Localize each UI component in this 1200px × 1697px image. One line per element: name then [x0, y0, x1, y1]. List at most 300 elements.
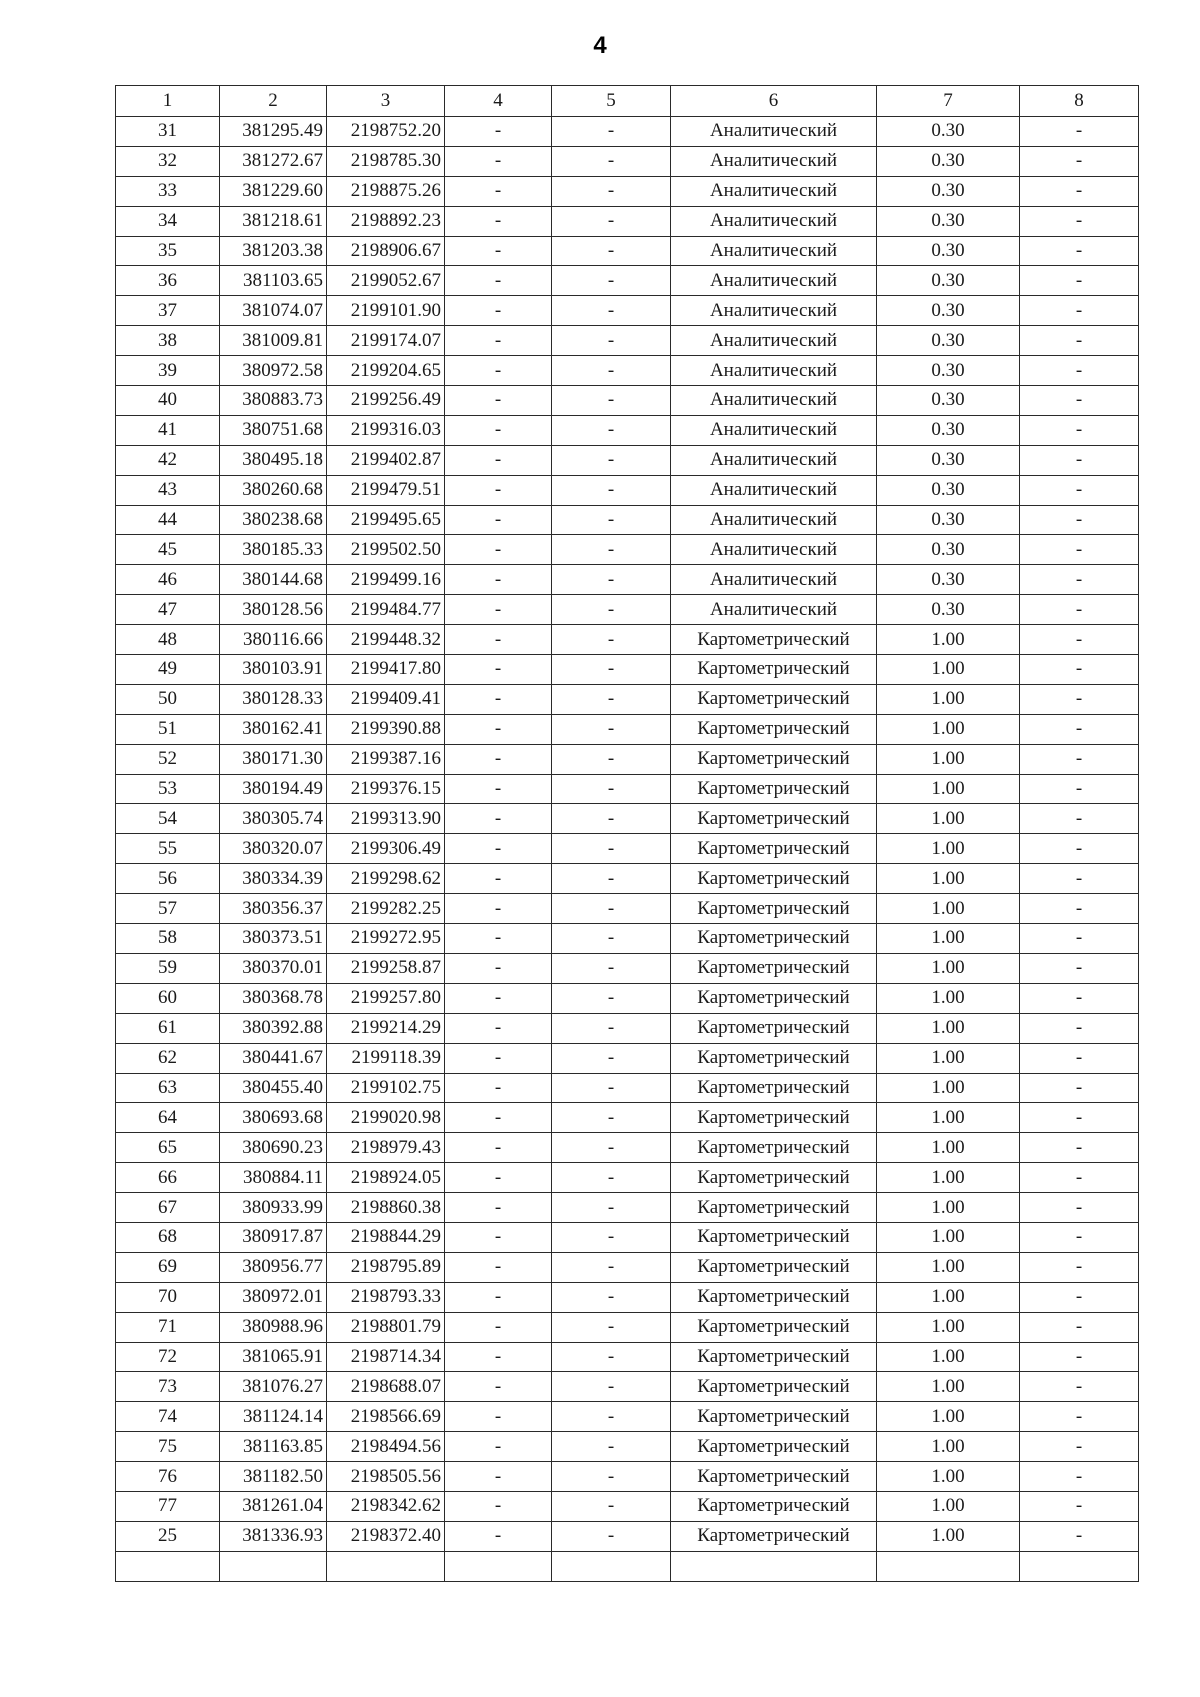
method-cell: Аналитический	[671, 176, 877, 206]
y-coordinate-cell: 2198844.29	[327, 1222, 445, 1252]
x-coordinate-cell: 381182.50	[220, 1462, 327, 1492]
method-cell: Картометрический	[671, 655, 877, 685]
table-row	[116, 714, 1139, 744]
point-number-cell: 76	[116, 1462, 220, 1492]
y-coordinate-cell: 2198494.56	[327, 1432, 445, 1462]
y-coordinate-cell: 2199448.32	[327, 625, 445, 655]
table-row	[116, 475, 1139, 505]
table-row	[116, 983, 1139, 1013]
x-coordinate-cell: 381203.38	[220, 236, 327, 266]
header-cell: 5	[552, 86, 671, 117]
y-coordinate-cell	[327, 1551, 445, 1581]
point-number-cell: 58	[116, 924, 220, 954]
accuracy-cell: 0.30	[877, 146, 1020, 176]
point-number-cell: 44	[116, 505, 220, 535]
y-coordinate-cell: 2198505.56	[327, 1462, 445, 1492]
x-coordinate-cell: 380370.01	[220, 953, 327, 983]
header-cell: 7	[877, 86, 1020, 117]
method-cell: Картометрический	[671, 1432, 877, 1462]
x-coordinate-cell: 381229.60	[220, 176, 327, 206]
column-8-cell: -	[1020, 236, 1139, 266]
column-5-cell: -	[552, 894, 671, 924]
header-cell: 4	[445, 86, 552, 117]
method-cell: Картометрический	[671, 1312, 877, 1342]
column-5-cell: -	[552, 415, 671, 445]
column-5-cell: -	[552, 804, 671, 834]
column-8-cell: -	[1020, 684, 1139, 714]
point-number-cell: 25	[116, 1521, 220, 1551]
accuracy-cell: 1.00	[877, 1103, 1020, 1133]
accuracy-cell: 0.30	[877, 415, 1020, 445]
y-coordinate-cell: 2199376.15	[327, 774, 445, 804]
column-8-cell: -	[1020, 1521, 1139, 1551]
y-coordinate-cell: 2199118.39	[327, 1043, 445, 1073]
column-5-cell: -	[552, 505, 671, 535]
accuracy-cell: 1.00	[877, 804, 1020, 834]
column-5-cell: -	[552, 1342, 671, 1372]
column-4-cell: -	[445, 1222, 552, 1252]
x-coordinate-cell: 380128.56	[220, 595, 327, 625]
column-8-cell: -	[1020, 1342, 1139, 1372]
table-row	[116, 894, 1139, 924]
column-5-cell: -	[552, 176, 671, 206]
accuracy-cell: 1.00	[877, 1312, 1020, 1342]
point-number-cell: 35	[116, 236, 220, 266]
accuracy-cell: 1.00	[877, 625, 1020, 655]
column-4-cell: -	[445, 236, 552, 266]
column-5-cell: -	[552, 595, 671, 625]
method-cell: Картометрический	[671, 1163, 877, 1193]
column-5-cell: -	[552, 326, 671, 356]
x-coordinate-cell: 380128.33	[220, 684, 327, 714]
x-coordinate-cell: 381218.61	[220, 206, 327, 236]
method-cell: Аналитический	[671, 296, 877, 326]
y-coordinate-cell: 2199313.90	[327, 804, 445, 834]
table-row	[116, 1163, 1139, 1193]
table-row	[116, 296, 1139, 326]
method-cell: Картометрический	[671, 834, 877, 864]
column-5-cell: -	[552, 924, 671, 954]
accuracy-cell: 1.00	[877, 655, 1020, 685]
table-row	[116, 117, 1139, 147]
x-coordinate-cell: 381076.27	[220, 1372, 327, 1402]
y-coordinate-cell: 2199174.07	[327, 326, 445, 356]
method-cell: Аналитический	[671, 117, 877, 147]
accuracy-cell: 1.00	[877, 1222, 1020, 1252]
column-5-cell: -	[552, 1193, 671, 1223]
point-number-cell	[116, 1551, 220, 1581]
column-8-cell: -	[1020, 804, 1139, 834]
column-8-cell: -	[1020, 1193, 1139, 1223]
x-coordinate-cell: 380185.33	[220, 535, 327, 565]
accuracy-cell: 1.00	[877, 1282, 1020, 1312]
y-coordinate-cell: 2199101.90	[327, 296, 445, 326]
column-8-cell: -	[1020, 625, 1139, 655]
accuracy-cell: 1.00	[877, 1163, 1020, 1193]
y-coordinate-cell: 2199257.80	[327, 983, 445, 1013]
column-5-cell: -	[552, 266, 671, 296]
y-coordinate-cell: 2199402.87	[327, 445, 445, 475]
y-coordinate-cell: 2199214.29	[327, 1013, 445, 1043]
accuracy-cell: 1.00	[877, 1491, 1020, 1521]
x-coordinate-cell: 381336.93	[220, 1521, 327, 1551]
column-4-cell: -	[445, 1252, 552, 1282]
table-row	[116, 1193, 1139, 1223]
accuracy-cell: 1.00	[877, 1073, 1020, 1103]
column-4-cell: -	[445, 1432, 552, 1462]
column-8-cell: -	[1020, 565, 1139, 595]
method-cell: Аналитический	[671, 535, 877, 565]
column-8-cell: -	[1020, 146, 1139, 176]
column-4-cell: -	[445, 296, 552, 326]
x-coordinate-cell: 380495.18	[220, 445, 327, 475]
column-8-cell: -	[1020, 1103, 1139, 1133]
point-number-cell: 45	[116, 535, 220, 565]
column-8-cell: -	[1020, 774, 1139, 804]
x-coordinate-cell: 381261.04	[220, 1491, 327, 1521]
table-row	[116, 146, 1139, 176]
method-cell: Аналитический	[671, 595, 877, 625]
column-4-cell: -	[445, 655, 552, 685]
table-row	[116, 1342, 1139, 1372]
column-5-cell: -	[552, 1133, 671, 1163]
header-cell: 1	[116, 86, 220, 117]
y-coordinate-cell: 2199409.41	[327, 684, 445, 714]
column-5-cell: -	[552, 1103, 671, 1133]
x-coordinate-cell	[220, 1551, 327, 1581]
x-coordinate-cell: 381074.07	[220, 296, 327, 326]
column-4-cell: -	[445, 744, 552, 774]
table-row	[116, 206, 1139, 236]
column-5-cell: -	[552, 774, 671, 804]
table-row	[116, 595, 1139, 625]
column-5-cell	[552, 1551, 671, 1581]
header-cell: 3	[327, 86, 445, 117]
accuracy-cell: 1.00	[877, 1193, 1020, 1223]
column-4-cell: -	[445, 1282, 552, 1312]
column-4-cell: -	[445, 326, 552, 356]
point-number-cell: 53	[116, 774, 220, 804]
method-cell: Картометрический	[671, 684, 877, 714]
method-cell	[671, 1551, 877, 1581]
column-4-cell: -	[445, 415, 552, 445]
column-8-cell: -	[1020, 1163, 1139, 1193]
table-row	[116, 565, 1139, 595]
x-coordinate-cell: 380933.99	[220, 1193, 327, 1223]
x-coordinate-cell: 380972.01	[220, 1282, 327, 1312]
point-number-cell: 75	[116, 1432, 220, 1462]
column-5-cell: -	[552, 1462, 671, 1492]
column-4-cell: -	[445, 475, 552, 505]
x-coordinate-cell: 380305.74	[220, 804, 327, 834]
method-cell: Аналитический	[671, 326, 877, 356]
column-8-cell: -	[1020, 296, 1139, 326]
method-cell: Картометрический	[671, 1252, 877, 1282]
column-8-cell: -	[1020, 1013, 1139, 1043]
y-coordinate-cell: 2199390.88	[327, 714, 445, 744]
column-4-cell: -	[445, 386, 552, 416]
column-8-cell: -	[1020, 386, 1139, 416]
accuracy-cell: 1.00	[877, 894, 1020, 924]
x-coordinate-cell: 381124.14	[220, 1402, 327, 1432]
table-row	[116, 1073, 1139, 1103]
x-coordinate-cell: 380441.67	[220, 1043, 327, 1073]
point-number-cell: 70	[116, 1282, 220, 1312]
column-4-cell: -	[445, 206, 552, 236]
method-cell: Картометрический	[671, 1103, 877, 1133]
column-8-cell: -	[1020, 1282, 1139, 1312]
x-coordinate-cell: 380144.68	[220, 565, 327, 595]
table-row	[116, 1222, 1139, 1252]
method-cell: Картометрический	[671, 983, 877, 1013]
accuracy-cell: 1.00	[877, 1342, 1020, 1372]
x-coordinate-cell: 380455.40	[220, 1073, 327, 1103]
column-4-cell: -	[445, 1133, 552, 1163]
x-coordinate-cell: 380751.68	[220, 415, 327, 445]
x-coordinate-cell: 380171.30	[220, 744, 327, 774]
table-row	[116, 386, 1139, 416]
y-coordinate-cell: 2199502.50	[327, 535, 445, 565]
method-cell: Аналитический	[671, 505, 877, 535]
table-row	[116, 1491, 1139, 1521]
column-4-cell: -	[445, 1491, 552, 1521]
column-4-cell: -	[445, 983, 552, 1013]
column-5-cell: -	[552, 445, 671, 475]
table-row	[116, 1103, 1139, 1133]
x-coordinate-cell: 380238.68	[220, 505, 327, 535]
point-number-cell: 55	[116, 834, 220, 864]
x-coordinate-cell: 380972.58	[220, 356, 327, 386]
accuracy-cell: 1.00	[877, 774, 1020, 804]
y-coordinate-cell: 2198892.23	[327, 206, 445, 236]
column-4-cell: -	[445, 535, 552, 565]
table-row	[116, 1312, 1139, 1342]
accuracy-cell: 1.00	[877, 1462, 1020, 1492]
column-5-cell: -	[552, 1432, 671, 1462]
column-8-cell: -	[1020, 1402, 1139, 1432]
column-5-cell: -	[552, 744, 671, 774]
column-5-cell: -	[552, 236, 671, 266]
accuracy-cell: 0.30	[877, 266, 1020, 296]
column-5-cell: -	[552, 146, 671, 176]
x-coordinate-cell: 380162.41	[220, 714, 327, 744]
x-coordinate-cell: 380260.68	[220, 475, 327, 505]
accuracy-cell: 0.30	[877, 356, 1020, 386]
column-5-cell: -	[552, 1163, 671, 1193]
column-4-cell: -	[445, 864, 552, 894]
x-coordinate-cell: 380334.39	[220, 864, 327, 894]
point-number-cell: 69	[116, 1252, 220, 1282]
x-coordinate-cell: 380368.78	[220, 983, 327, 1013]
column-8-cell: -	[1020, 117, 1139, 147]
column-8-cell: -	[1020, 206, 1139, 236]
column-4-cell: -	[445, 774, 552, 804]
column-4-cell: -	[445, 953, 552, 983]
y-coordinate-cell: 2199272.95	[327, 924, 445, 954]
column-8-cell	[1020, 1551, 1139, 1581]
column-5-cell: -	[552, 1073, 671, 1103]
column-5-cell: -	[552, 983, 671, 1013]
y-coordinate-cell: 2198372.40	[327, 1521, 445, 1551]
table-row	[116, 1133, 1139, 1163]
y-coordinate-cell: 2199298.62	[327, 864, 445, 894]
column-8-cell: -	[1020, 983, 1139, 1013]
column-8-cell: -	[1020, 535, 1139, 565]
point-number-cell: 36	[116, 266, 220, 296]
column-8-cell: -	[1020, 953, 1139, 983]
method-cell: Аналитический	[671, 356, 877, 386]
column-5-cell: -	[552, 834, 671, 864]
x-coordinate-cell: 380320.07	[220, 834, 327, 864]
accuracy-cell: 0.30	[877, 326, 1020, 356]
column-4-cell: -	[445, 684, 552, 714]
x-coordinate-cell: 380883.73	[220, 386, 327, 416]
method-cell: Картометрический	[671, 804, 877, 834]
point-number-cell: 31	[116, 117, 220, 147]
column-4-cell: -	[445, 1342, 552, 1372]
accuracy-cell: 1.00	[877, 1402, 1020, 1432]
method-cell: Картометрический	[671, 1133, 877, 1163]
column-4-cell: -	[445, 176, 552, 206]
y-coordinate-cell: 2199316.03	[327, 415, 445, 445]
x-coordinate-cell: 380356.37	[220, 894, 327, 924]
point-number-cell: 49	[116, 655, 220, 685]
column-5-cell: -	[552, 953, 671, 983]
column-4-cell: -	[445, 1402, 552, 1432]
page-number: 4	[593, 32, 607, 59]
method-cell: Аналитический	[671, 386, 877, 416]
x-coordinate-cell: 381295.49	[220, 117, 327, 147]
table-row	[116, 774, 1139, 804]
accuracy-cell: 0.30	[877, 565, 1020, 595]
column-4-cell: -	[445, 1073, 552, 1103]
point-number-cell: 61	[116, 1013, 220, 1043]
column-5-cell: -	[552, 1521, 671, 1551]
header-cell: 8	[1020, 86, 1139, 117]
y-coordinate-cell: 2198801.79	[327, 1312, 445, 1342]
y-coordinate-cell: 2198860.38	[327, 1193, 445, 1223]
column-4-cell: -	[445, 834, 552, 864]
accuracy-cell: 1.00	[877, 1521, 1020, 1551]
column-8-cell: -	[1020, 834, 1139, 864]
point-number-cell: 41	[116, 415, 220, 445]
column-8-cell: -	[1020, 505, 1139, 535]
method-cell: Аналитический	[671, 475, 877, 505]
column-4-cell: -	[445, 595, 552, 625]
column-4-cell: -	[445, 1462, 552, 1492]
method-cell: Картометрический	[671, 1193, 877, 1223]
y-coordinate-cell: 2199495.65	[327, 505, 445, 535]
column-5-cell: -	[552, 1013, 671, 1043]
column-5-cell: -	[552, 684, 671, 714]
table-body	[116, 86, 1139, 1582]
x-coordinate-cell: 380194.49	[220, 774, 327, 804]
method-cell: Аналитический	[671, 266, 877, 296]
y-coordinate-cell: 2199479.51	[327, 475, 445, 505]
x-coordinate-cell: 381009.81	[220, 326, 327, 356]
table-row	[116, 266, 1139, 296]
x-coordinate-cell: 380392.88	[220, 1013, 327, 1043]
column-4-cell: -	[445, 1013, 552, 1043]
column-8-cell: -	[1020, 1372, 1139, 1402]
column-4-cell: -	[445, 714, 552, 744]
table-row	[116, 655, 1139, 685]
y-coordinate-cell: 2199258.87	[327, 953, 445, 983]
x-coordinate-cell: 380690.23	[220, 1133, 327, 1163]
column-4-cell: -	[445, 565, 552, 595]
table-row	[116, 1432, 1139, 1462]
method-cell: Картометрический	[671, 1282, 877, 1312]
column-8-cell: -	[1020, 924, 1139, 954]
column-5-cell: -	[552, 565, 671, 595]
y-coordinate-cell: 2198688.07	[327, 1372, 445, 1402]
table-row	[116, 1462, 1139, 1492]
table-row	[116, 1551, 1139, 1581]
column-8-cell: -	[1020, 1432, 1139, 1462]
y-coordinate-cell: 2198785.30	[327, 146, 445, 176]
column-8-cell: -	[1020, 356, 1139, 386]
y-coordinate-cell: 2198875.26	[327, 176, 445, 206]
accuracy-cell: 0.30	[877, 535, 1020, 565]
x-coordinate-cell: 380103.91	[220, 655, 327, 685]
y-coordinate-cell: 2199282.25	[327, 894, 445, 924]
accuracy-cell	[877, 1551, 1020, 1581]
column-5-cell: -	[552, 475, 671, 505]
x-coordinate-cell: 380917.87	[220, 1222, 327, 1252]
y-coordinate-cell: 2199484.77	[327, 595, 445, 625]
table-row	[116, 176, 1139, 206]
column-8-cell: -	[1020, 655, 1139, 685]
x-coordinate-cell: 380884.11	[220, 1163, 327, 1193]
point-number-cell: 57	[116, 894, 220, 924]
table-row	[116, 535, 1139, 565]
column-5-cell: -	[552, 117, 671, 147]
column-4-cell: -	[445, 266, 552, 296]
point-number-cell: 63	[116, 1073, 220, 1103]
point-number-cell: 73	[116, 1372, 220, 1402]
x-coordinate-cell: 380116.66	[220, 625, 327, 655]
column-4-cell: -	[445, 894, 552, 924]
y-coordinate-cell: 2199306.49	[327, 834, 445, 864]
y-coordinate-cell: 2199052.67	[327, 266, 445, 296]
column-8-cell: -	[1020, 1462, 1139, 1492]
table-row	[116, 505, 1139, 535]
column-4-cell: -	[445, 146, 552, 176]
table-row	[116, 744, 1139, 774]
y-coordinate-cell: 2199417.80	[327, 655, 445, 685]
point-number-cell: 67	[116, 1193, 220, 1223]
accuracy-cell: 1.00	[877, 1013, 1020, 1043]
column-8-cell: -	[1020, 864, 1139, 894]
column-8-cell: -	[1020, 744, 1139, 774]
x-coordinate-cell: 380693.68	[220, 1103, 327, 1133]
x-coordinate-cell: 380988.96	[220, 1312, 327, 1342]
column-8-cell: -	[1020, 1073, 1139, 1103]
y-coordinate-cell: 2199499.16	[327, 565, 445, 595]
column-5-cell: -	[552, 386, 671, 416]
method-cell: Картометрический	[671, 894, 877, 924]
y-coordinate-cell: 2198906.67	[327, 236, 445, 266]
accuracy-cell: 1.00	[877, 983, 1020, 1013]
accuracy-cell: 0.30	[877, 475, 1020, 505]
point-number-cell: 66	[116, 1163, 220, 1193]
column-5-cell: -	[552, 1282, 671, 1312]
method-cell: Картометрический	[671, 625, 877, 655]
point-number-cell: 72	[116, 1342, 220, 1372]
method-cell: Аналитический	[671, 445, 877, 475]
point-number-cell: 77	[116, 1491, 220, 1521]
table-row	[116, 684, 1139, 714]
